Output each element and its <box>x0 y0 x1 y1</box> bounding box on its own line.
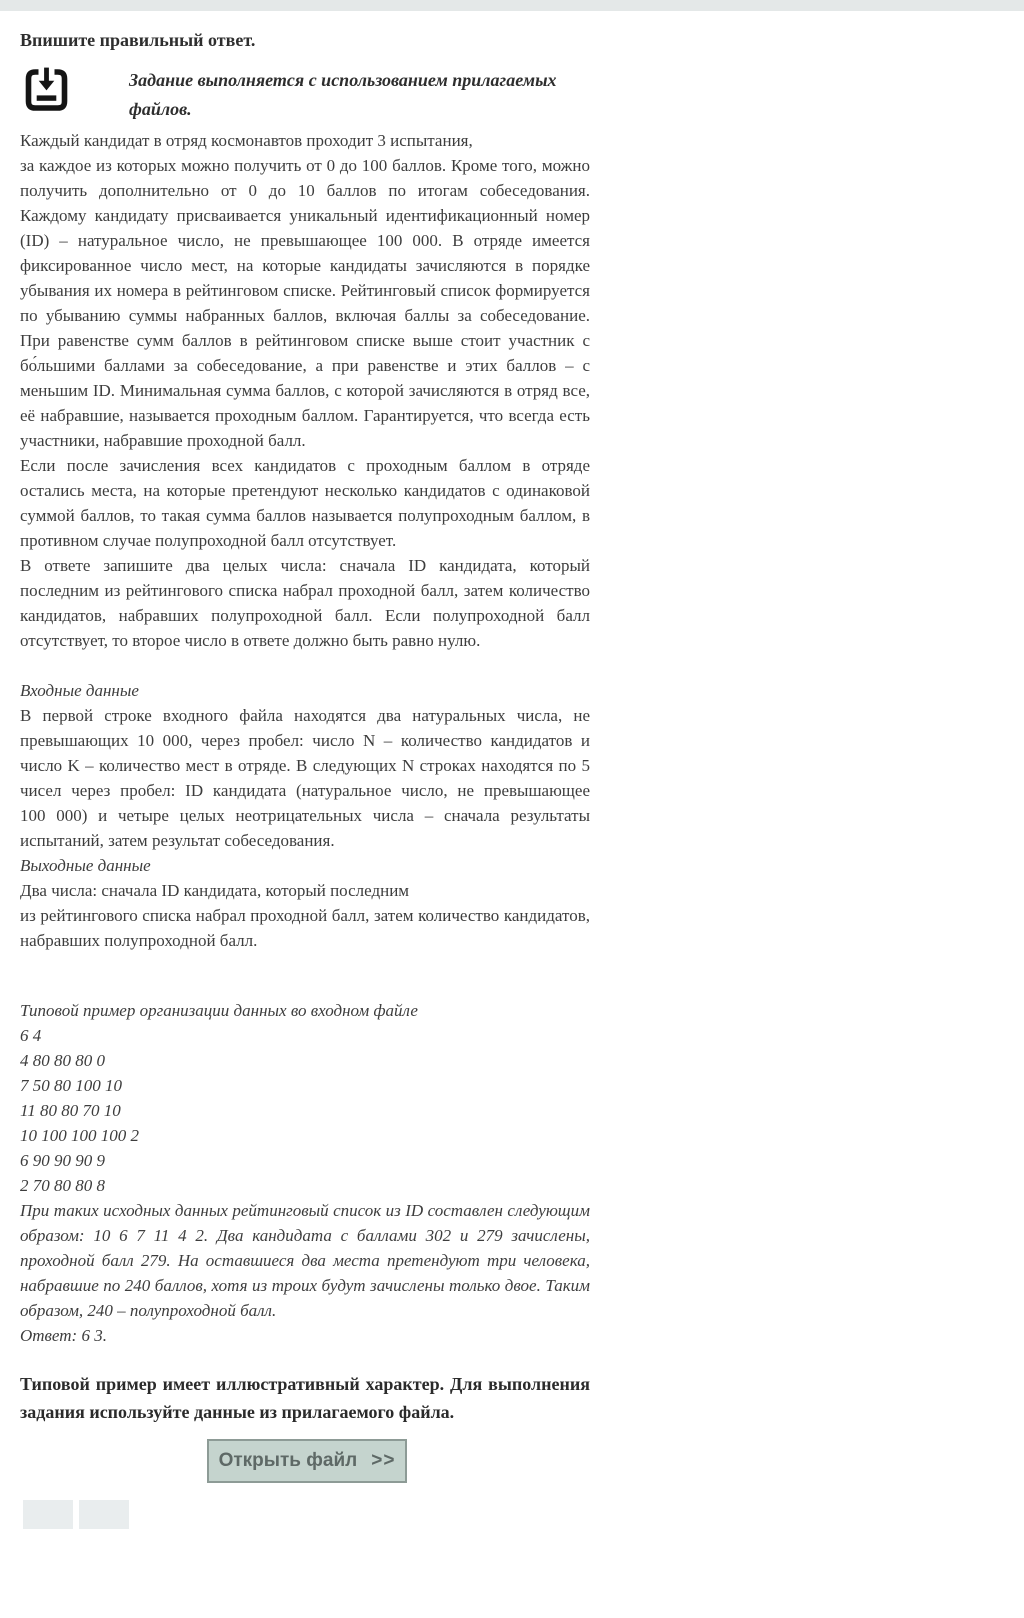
example-answer: Ответ: 6 3. <box>20 1326 107 1345</box>
example-heading: Типовой пример организации данных во входном файле <box>20 1001 418 1020</box>
example-line: 7 50 80 100 10 <box>20 1076 122 1095</box>
download-file-icon <box>20 66 73 114</box>
attachment-notice-row <box>20 66 590 124</box>
task-paragraph: В ответе запишите два целых числа: сначала ID кандидата, который последним из рейтингового списка набрал проходной балл, затем количество кандидатов, набравших полупроходной балл. Если полупроходной балл отсутствует, то второе число в ответе должно быть равно нулю. <box>20 556 590 650</box>
nav-placeholder-1[interactable] <box>23 1500 73 1529</box>
input-data-text: В первой строке входного файла находятся два натуральных числа, не превышающих 10 000, через пробел: число N – количество кандидатов и число K – количество мест в отряде. В следующих N строках находятся по 5 чисел через пробел: ID кандидата (натуральное число, не превышающее 100 000) и четыре целых неотрицательных числа – сначала результаты испытаний, затем результат собеседования. <box>20 706 590 850</box>
task-paragraph: за каждое из которых можно получить от 0 до 100 баллов. Кроме того, можно получить дополнительно от 0 до 10 баллов по итогам собеседования. Каждому кандидату присваивается уникальный идентификационный номер (ID) – натуральное число, не превышающее 100 000. В отряде имеется фиксированное число мест, на которые кандидаты зачисляются в порядке убывания их номера в рейтинговом списке. Рейтинговый список формируется по убыванию суммы набранных баллов, включая баллы за собеседование. При равенстве сумм баллов в рейтинговом списке выше стоит участник с бо́льшими баллами за собеседование, а при равенстве и этих баллов – с меньшим ID. Минимальная сумма баллов, с которой зачисляются в отряд все, её набравшие, называется проходным баллом. Гарантируется, что всегда есть участники, набравшие проходной балл. <box>20 156 590 450</box>
open-file-label: Открыть файл <box>218 1450 358 1471</box>
output-data-heading: Выходные данные <box>20 856 151 875</box>
example-explanation: При таких исходных данных рейтинговый список из ID составлен следующим образом: 10 6 7 11 4 2. Два кандидата с баллами 302 и 279 зачислены, проходной балл 279. На оставшиеся два места претендуют три человека, набравшие по 240 баллов, хотя из троих будут зачислены только двое. Таким образом, 240 – полупроходной балл. <box>20 1201 590 1320</box>
task-paragraph: Если после зачисления всех кандидатов с проходным баллом в отряде остались места, на которые претендуют несколько кандидатов с одинаковой суммой баллов, то такая сумма баллов называется полупроходным баллом, в противном случае полупроходной балл отсутствует. <box>20 456 590 550</box>
example-line: 10 100 100 100 2 <box>20 1126 139 1145</box>
top-divider-bar <box>0 0 1024 11</box>
example-line: 11 80 80 70 10 <box>20 1101 121 1120</box>
bottom-controls <box>23 1500 590 1529</box>
nav-placeholder-2[interactable] <box>79 1500 129 1529</box>
example-line: 6 4 <box>20 1026 42 1045</box>
illustrative-note: Типовой пример имеет иллюстративный характер. Для выполнения задания используйте данные из прилагаемого файла. <box>20 1374 590 1422</box>
example-line: 6 90 90 90 9 <box>20 1151 105 1170</box>
attachment-notice-text: Задание выполняется с использованием прилагаемых файлов. <box>129 70 557 119</box>
task-paragraph: Каждый кандидат в отряд космонавтов проходит 3 испытания, <box>20 131 473 150</box>
output-data-text: Два числа: сначала ID кандидата, который последним <box>20 881 410 900</box>
bottom-spacer <box>20 1529 590 1560</box>
open-file-button[interactable] <box>207 1439 407 1483</box>
input-data-heading: Входные данные <box>20 681 139 700</box>
output-data-text: из рейтингового списка набрал проходной балл, затем количество кандидатов, набравших полупроходной балл. <box>20 906 590 950</box>
example-line: 4 80 80 80 0 <box>20 1051 105 1070</box>
task-content <box>0 29 590 1560</box>
open-file-arrows-icon: >> <box>371 1450 396 1471</box>
page-title: Впишите правильный ответ. <box>20 30 256 50</box>
example-line: 2 70 80 80 8 <box>20 1176 105 1195</box>
